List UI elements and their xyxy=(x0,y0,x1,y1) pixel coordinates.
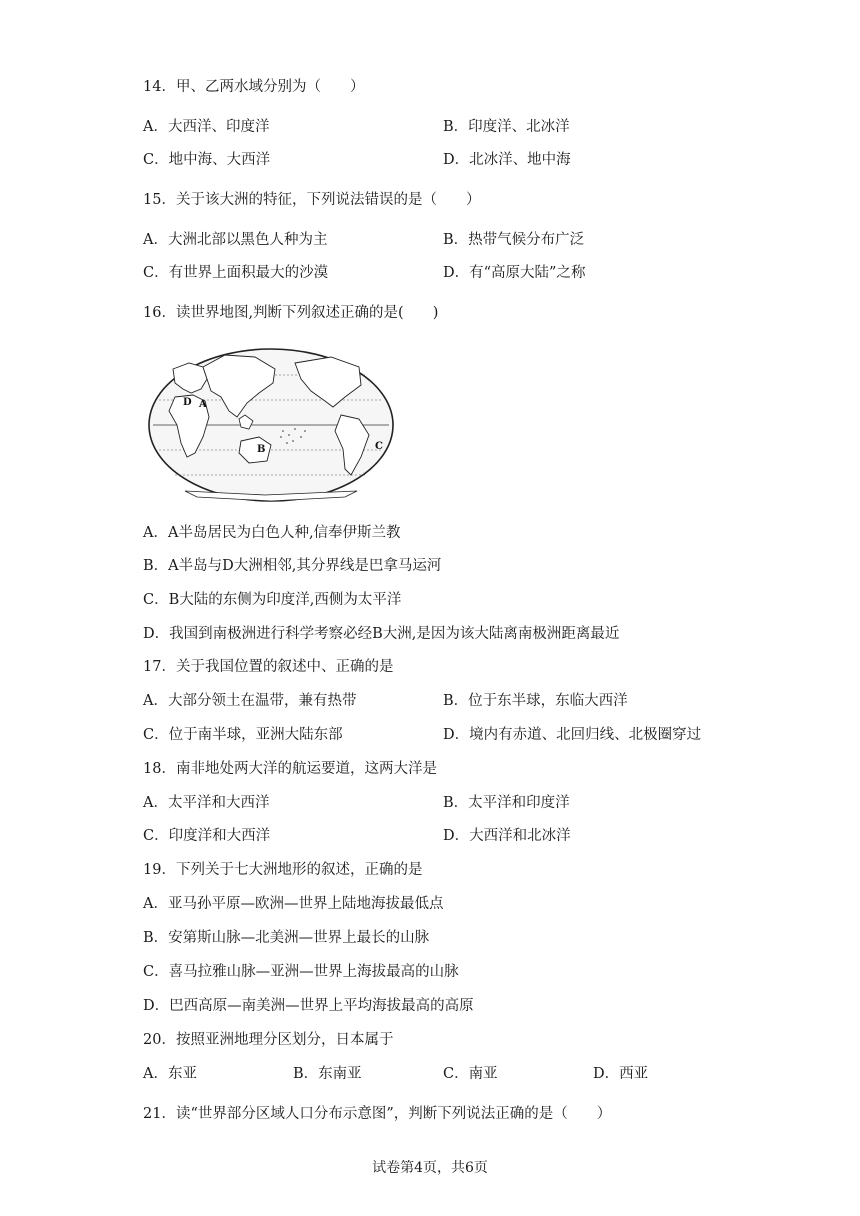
question-21-stem: 21．读“世界部分区域人口分布示意图”，判断下列说法正确的是（ ） xyxy=(143,1106,612,1122)
question-16-option-c[interactable]: C．B大陆的东侧为印度洋,西侧为太平洋 xyxy=(143,592,402,608)
question-17-stem: 17．关于我国位置的叙述中、正确的是 xyxy=(143,659,394,675)
question-15-stem: 15．关于该大洲的特征，下列说法错误的是（ ） xyxy=(143,192,481,208)
question-17-option-c[interactable]: C．位于南半球，亚洲大陆东部 xyxy=(143,727,343,743)
question-15-option-c[interactable]: C．有世界上面积最大的沙漠 xyxy=(143,265,329,281)
question-16-option-d[interactable]: D．我国到南极洲进行科学考察必经B大洲,是因为该大陆离南极洲距离最近 xyxy=(143,626,620,642)
question-14-option-b[interactable]: B．印度洋、北冰洋 xyxy=(443,119,570,135)
question-19-option-b[interactable]: B．安第斯山脉—北美洲—世界上最长的山脉 xyxy=(143,930,430,946)
question-18-option-d[interactable]: D．大西洋和北冰洋 xyxy=(443,828,571,844)
question-14-option-c[interactable]: C．地中海、大西洋 xyxy=(143,152,271,168)
question-16-stem: 16．读世界地图,判断下列叙述正确的是( ) xyxy=(143,305,439,321)
question-15-option-d[interactable]: D．有“高原大陆”之称 xyxy=(443,265,586,281)
question-19-stem: 19．下列关于七大洲地形的叙述，正确的是 xyxy=(143,862,423,878)
question-15-option-a[interactable]: A．大洲北部以黑色人种为主 xyxy=(143,232,328,248)
question-16-option-b[interactable]: B．A半岛与D大洲相邻,其分界线是巴拿马运河 xyxy=(143,558,442,574)
question-18-stem: 18．南非地处两大洋的航运要道，这两大洋是 xyxy=(143,761,437,777)
question-18-option-a[interactable]: A．太平洋和大西洋 xyxy=(143,795,270,811)
map-label-a: A xyxy=(199,399,207,410)
question-14-stem: 14．甲、乙两水域分别为（ ） xyxy=(143,79,365,95)
world-map-figure xyxy=(145,345,397,505)
question-18-option-c[interactable]: C．印度洋和大西洋 xyxy=(143,828,271,844)
question-20-option-a[interactable]: A．东亚 xyxy=(143,1066,197,1082)
question-20-option-c[interactable]: C．南亚 xyxy=(443,1066,498,1082)
question-19-option-c[interactable]: C．喜马拉雅山脉—亚洲—世界上海拔最高的山脉 xyxy=(143,964,459,980)
question-20-option-b[interactable]: B．东南亚 xyxy=(293,1066,362,1082)
question-17-option-d[interactable]: D．境内有赤道、北回归线、北极圈穿过 xyxy=(443,727,702,743)
question-15-option-b[interactable]: B．热带气候分布广泛 xyxy=(443,232,585,248)
map-label-b: B xyxy=(257,444,266,455)
question-20-option-d[interactable]: D．西亚 xyxy=(593,1066,649,1082)
question-17-option-a[interactable]: A．大部分领土在温带，兼有热带 xyxy=(143,693,357,709)
question-18-option-b[interactable]: B．太平洋和印度洋 xyxy=(443,795,570,811)
page-footer: 试卷第4页，共6页 xyxy=(372,1160,488,1176)
question-14-option-d[interactable]: D．北冰洋、地中海 xyxy=(443,152,571,168)
map-label-d: D xyxy=(183,397,192,408)
question-14-option-a[interactable]: A．大西洋、印度洋 xyxy=(143,119,270,135)
question-17-option-b[interactable]: B．位于东半球，东临大西洋 xyxy=(443,693,628,709)
question-19-option-a[interactable]: A．亚马孙平原—欧洲—世界上陆地海拔最低点 xyxy=(143,896,444,912)
map-label-c: C xyxy=(375,441,383,452)
question-19-option-d[interactable]: D．巴西高原—南美洲—世界上平均海拔最高的高原 xyxy=(143,998,474,1014)
question-20-stem: 20．按照亚洲地理分区划分，日本属于 xyxy=(143,1032,394,1048)
question-16-option-a[interactable]: A．A半岛居民为白色人种,信奉伊斯兰教 xyxy=(143,525,401,541)
